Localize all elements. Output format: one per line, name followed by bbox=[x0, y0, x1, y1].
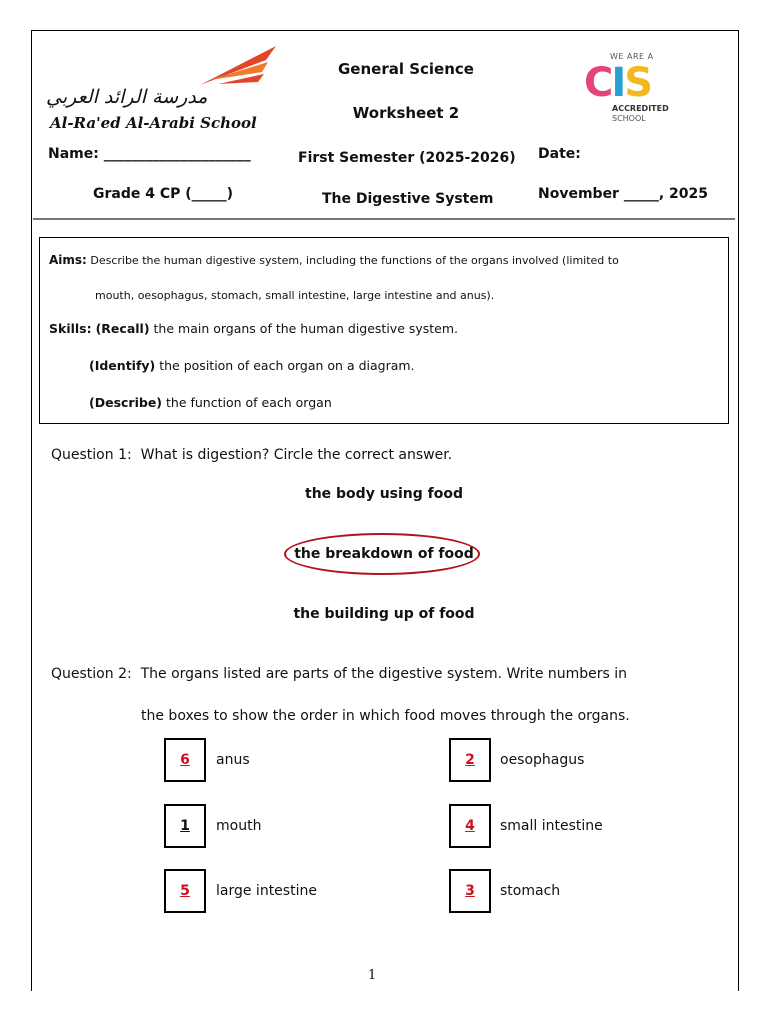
aims-line-1 bbox=[49, 253, 619, 267]
answer-box-large-intestine[interactable]: 5 bbox=[164, 869, 206, 913]
q1-option-2[interactable]: the breakdown of food bbox=[294, 546, 474, 562]
question-2-text-2: the boxes to show the order in which food moves through the organs. bbox=[141, 708, 630, 724]
school-name-english: Al-Ra'ed Al-Arabi School bbox=[50, 114, 257, 132]
page-frame bbox=[31, 30, 739, 991]
skill-tag: (Recall) bbox=[95, 321, 150, 336]
school-name-arabic: مدرسة الرائد العربي bbox=[46, 86, 208, 108]
grade-field[interactable]: Grade 4 CP (_____) bbox=[93, 186, 234, 202]
aims-text-2: mouth, oesophagus, stomach, small intestine, large intestine and anus). bbox=[95, 289, 495, 302]
skill-text: the main organs of the human digestive system. bbox=[153, 321, 459, 336]
skills-label: Skills: bbox=[49, 321, 92, 336]
date-field[interactable]: November _____, 2025 bbox=[538, 186, 708, 202]
answer-box-small-intestine[interactable]: 4 bbox=[449, 804, 491, 848]
organ-label-oesophagus: oesophagus bbox=[500, 752, 585, 768]
aims-label: Aims: bbox=[49, 253, 87, 267]
skill-tag: (Identify) bbox=[89, 358, 156, 373]
organ-label-anus: anus bbox=[216, 752, 250, 768]
cis-we-are: WE ARE A bbox=[610, 52, 654, 61]
cis-logo-icon: CIS bbox=[584, 60, 652, 106]
answer-box-mouth[interactable]: 1 bbox=[164, 804, 206, 848]
answer-box-oesophagus[interactable]: 2 bbox=[449, 738, 491, 782]
question-1 bbox=[51, 447, 452, 463]
answer-box-stomach[interactable]: 3 bbox=[449, 869, 491, 913]
organ-label-mouth: mouth bbox=[216, 818, 262, 834]
q1-option-1[interactable]: the body using food bbox=[305, 486, 463, 502]
question-2-label: Question 2: bbox=[51, 666, 132, 682]
organ-label-large-intestine: large intestine bbox=[216, 883, 317, 899]
q1-option-3[interactable]: the building up of food bbox=[293, 606, 475, 622]
school-logo-icon bbox=[40, 40, 280, 90]
skill-describe bbox=[89, 395, 332, 410]
page-number: 1 bbox=[368, 968, 377, 983]
name-field[interactable]: Name: _____________________ bbox=[48, 146, 251, 162]
aims-text-1: Describe the human digestive system, including the functions of the organs involved (limited to bbox=[90, 254, 619, 267]
answer-box-anus[interactable]: 6 bbox=[164, 738, 206, 782]
question-1-label: Question 1: bbox=[51, 447, 132, 463]
worksheet-title: Worksheet 2 bbox=[352, 104, 460, 122]
cis-school: SCHOOL bbox=[612, 114, 646, 123]
skill-text: the position of each organ on a diagram. bbox=[159, 358, 415, 373]
question-1-text: What is digestion? Circle the correct answer. bbox=[140, 447, 453, 463]
date-label: Date: bbox=[538, 146, 581, 162]
skill-recall bbox=[49, 321, 458, 336]
semester-label: First Semester (2025-2026) bbox=[298, 150, 516, 166]
topic-label: The Digestive System bbox=[322, 191, 494, 207]
skill-text: the function of each organ bbox=[166, 395, 332, 410]
cis-accredited: ACCREDITED bbox=[612, 104, 669, 113]
subject-title: General Science bbox=[338, 60, 474, 78]
skill-identify bbox=[89, 358, 415, 373]
organ-label-small-intestine: small intestine bbox=[500, 818, 603, 834]
organ-label-stomach: stomach bbox=[500, 883, 561, 899]
question-2 bbox=[51, 666, 627, 682]
skill-tag: (Describe) bbox=[89, 395, 163, 410]
question-2-text-1: The organs listed are parts of the digestive system. Write numbers in bbox=[140, 666, 628, 682]
header-divider bbox=[33, 218, 735, 220]
